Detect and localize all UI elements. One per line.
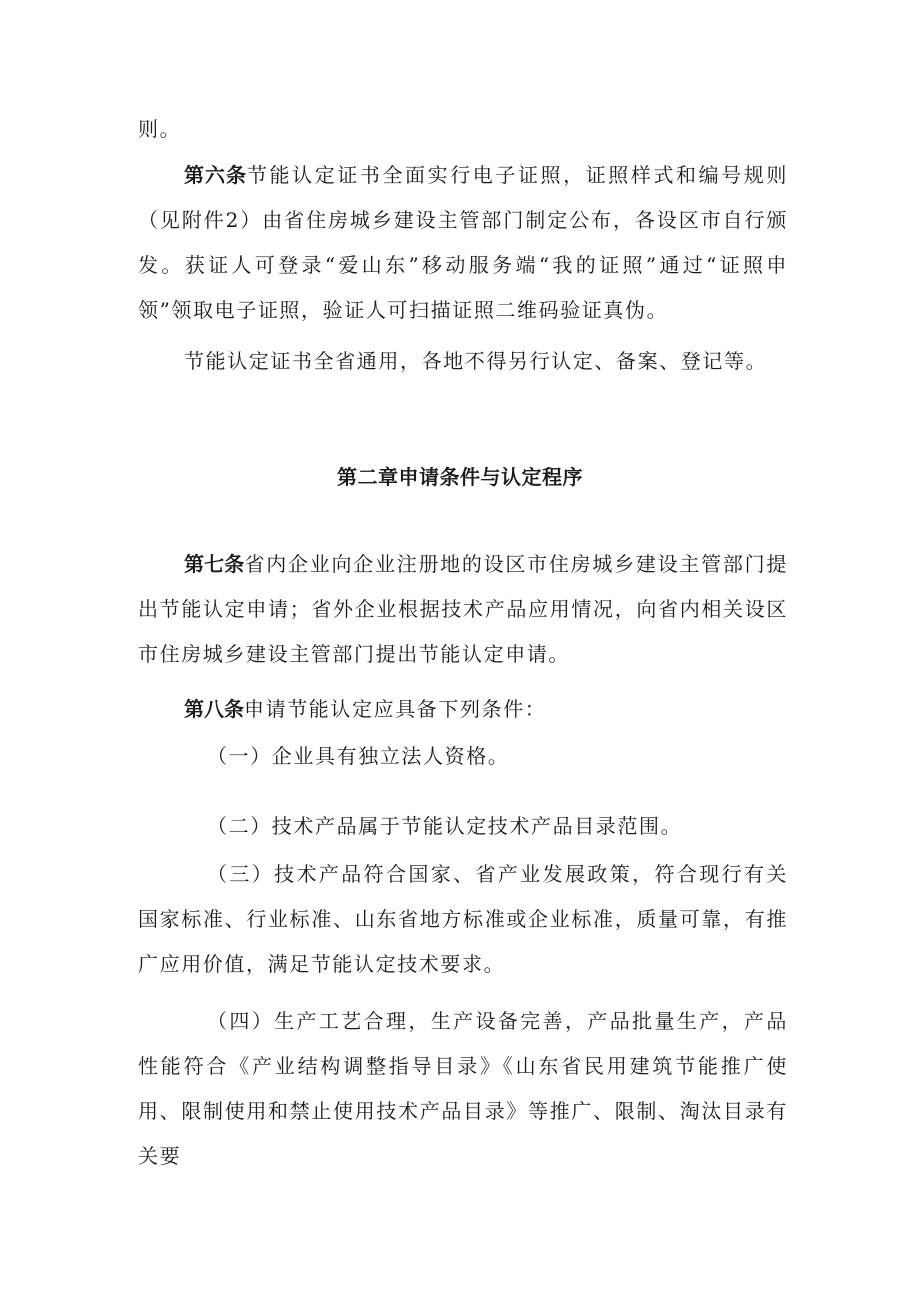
article-7-text: 省内企业向企业注册地的设区市住房城乡建设主管部门提出节能认定申请；省外企业根据技术产品应用情况，向省内相关设区市住房城乡建设主管部门提出节能认定申请。 <box>138 552 789 666</box>
article-8-label: 第八条 <box>184 697 244 721</box>
condition-4: （四）生产工艺合理，生产设备完善，产品批量生产，产品性能符合《产业结构调整指导目录》《山东省民用建筑节能推广使用、限制使用和禁止使用技术产品目录》等推广、限制、淘汰目录有关要 <box>138 1009 788 1168</box>
chapter-2-title: 第二章申请条件与认定程序 <box>337 465 583 489</box>
paragraph-continuation: 则。 <box>138 117 182 141</box>
article-7 <box>138 542 788 677</box>
condition-3: （三）技术产品符合国家、省产业发展政策，符合现行有关国家标准、行业标准、山东省地方标准或企业标准，质量可靠，有推广应用价值，满足节能认定技术要求。 <box>138 862 788 976</box>
article-6 <box>138 153 788 333</box>
condition-2: （二）技术产品属于节能认定技术产品目录范围。 <box>207 814 683 838</box>
article-6-label: 第六条 <box>184 163 247 187</box>
paragraph-certificate-validity: 节能认定证书全省通用，各地不得另行认定、备案、登记等。 <box>184 349 768 373</box>
article-8-text: 申请节能认定应具备下列条件： <box>244 697 547 721</box>
article-8 <box>138 687 788 732</box>
article-7-label: 第七条 <box>184 552 245 576</box>
condition-1: （一）企业具有独立法人资格。 <box>207 744 510 768</box>
article-6-text: 节能认定证书全面实行电子证照，证照样式和编号规则（见附件2）由省住房城乡建设主管部门制定公布，各设区市自行颁发。获证人可登录“爱山东”移动服务端“我的证照”通过“证照申领”领取电子证照，验证人可扫描证照二维码验证真伪。 <box>138 163 788 322</box>
